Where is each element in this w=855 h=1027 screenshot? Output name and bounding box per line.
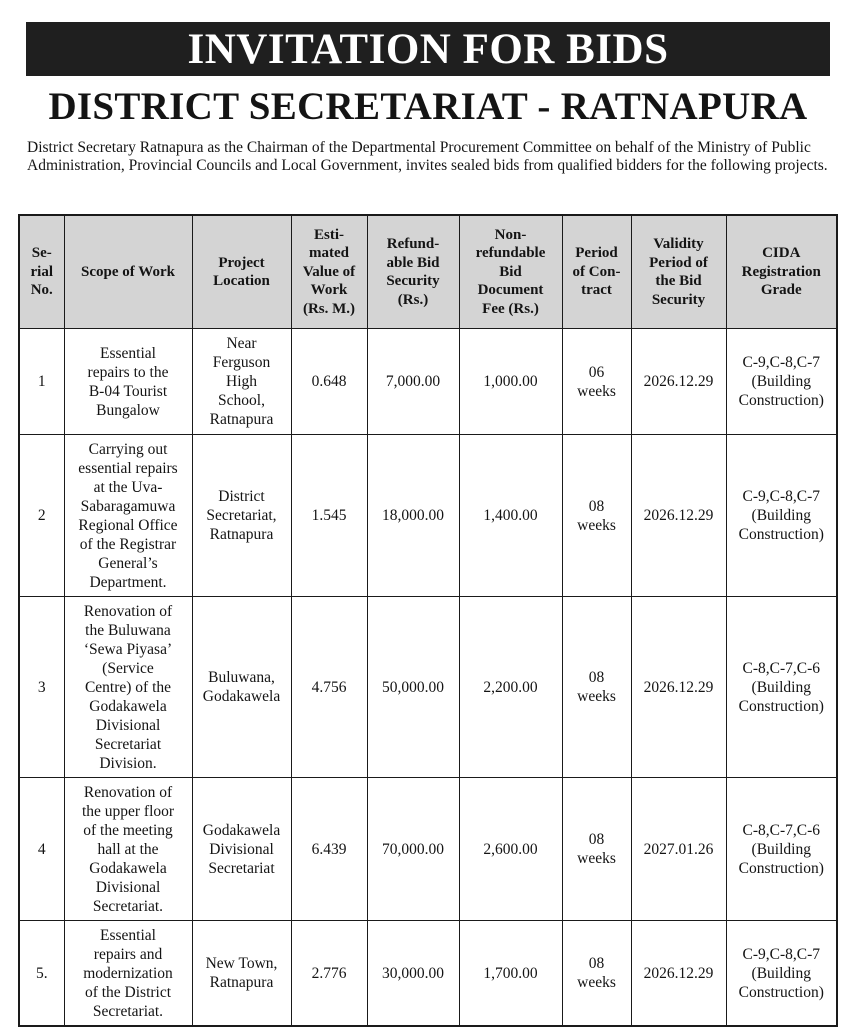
header-refundable-bid-security: Refund- able Bid Security (Rs.) <box>367 215 459 329</box>
cell-security: 18,000.00 <box>367 435 459 597</box>
cell-validity: 2026.12.29 <box>631 597 726 778</box>
cell-serial: 1 <box>19 329 64 435</box>
page-subtitle: DISTRICT SECRETARIAT - RATNAPURA <box>48 85 808 128</box>
header-period-of-contract: Period of Con- tract <box>562 215 631 329</box>
header-cida-grade: CIDA Registration Grade <box>726 215 837 329</box>
cell-scope: Essential repairs to the B-04 Tourist Bungalow <box>64 329 192 435</box>
cell-security: 30,000.00 <box>367 921 459 1027</box>
cell-validity: 2026.12.29 <box>631 921 726 1027</box>
cell-scope: Renovation of the upper floor of the meeting hall at the Godakawela Divisional Secretariat. <box>64 778 192 921</box>
table-row <box>19 329 837 435</box>
cell-location: Godakawela Divisional Secretariat <box>192 778 291 921</box>
cell-fee: 1,400.00 <box>459 435 562 597</box>
cell-location: District Secretariat, Ratnapura <box>192 435 291 597</box>
page-title: INVITATION FOR BIDS <box>187 25 669 73</box>
cell-serial: 3 <box>19 597 64 778</box>
header-serial-no: Se- rial No. <box>19 215 64 329</box>
cell-security: 7,000.00 <box>367 329 459 435</box>
cell-validity: 2027.01.26 <box>631 778 726 921</box>
cell-grade: C-9,C-8,C-7 (Building Construction) <box>726 329 837 435</box>
cell-period: 08 weeks <box>562 435 631 597</box>
cell-period: 08 weeks <box>562 778 631 921</box>
cell-location: New Town, Ratnapura <box>192 921 291 1027</box>
cell-grade: C-8,C-7,C-6 (Building Construction) <box>726 778 837 921</box>
cell-period: 08 weeks <box>562 597 631 778</box>
table-row <box>19 921 837 1027</box>
table-row <box>19 778 837 921</box>
cell-value: 4.756 <box>291 597 367 778</box>
header-validity-period: Validity Period of the Bid Security <box>631 215 726 329</box>
cell-fee: 2,200.00 <box>459 597 562 778</box>
title-banner <box>26 22 830 76</box>
header-bid-document-fee: Non- refundable Bid Document Fee (Rs.) <box>459 215 562 329</box>
intro-paragraph: District Secretary Ratnapura as the Chairman of the Departmental Procurement Committee on behalf of the Ministry of Public Administration, Provincial Councils and Local Government, invites sealed bids from qualified bidders for the following projects. <box>27 139 828 174</box>
cell-validity: 2026.12.29 <box>631 329 726 435</box>
table-row <box>19 435 837 597</box>
cell-scope: Carrying out essential repairs at the Uva- Sabaragamuwa Regional Office of the Registrar General’s Department. <box>64 435 192 597</box>
header-scope-of-work: Scope of Work <box>64 215 192 329</box>
table-header-row <box>19 215 837 329</box>
cell-value: 6.439 <box>291 778 367 921</box>
cell-security: 70,000.00 <box>367 778 459 921</box>
cell-scope: Renovation of the Buluwana ‘Sewa Piyasa’ (Service Centre) of the Godakawela Divisional Secretariat Division. <box>64 597 192 778</box>
cell-serial: 2 <box>19 435 64 597</box>
header-estimated-value: Esti- mated Value of Work (Rs. M.) <box>291 215 367 329</box>
cell-location: Near Ferguson High School, Ratnapura <box>192 329 291 435</box>
cell-scope: Essential repairs and modernization of the District Secretariat. <box>64 921 192 1027</box>
cell-grade: C-9,C-8,C-7 (Building Construction) <box>726 921 837 1027</box>
cell-fee: 1,000.00 <box>459 329 562 435</box>
cell-grade: C-8,C-7,C-6 (Building Construction) <box>726 597 837 778</box>
cell-fee: 2,600.00 <box>459 778 562 921</box>
cell-fee: 1,700.00 <box>459 921 562 1027</box>
cell-value: 1.545 <box>291 435 367 597</box>
cell-grade: C-9,C-8,C-7 (Building Construction) <box>726 435 837 597</box>
table-row <box>19 597 837 778</box>
cell-period: 06 weeks <box>562 329 631 435</box>
cell-serial: 4 <box>19 778 64 921</box>
cell-value: 0.648 <box>291 329 367 435</box>
header-project-location: Project Location <box>192 215 291 329</box>
cell-validity: 2026.12.29 <box>631 435 726 597</box>
bids-table <box>18 214 838 1027</box>
cell-security: 50,000.00 <box>367 597 459 778</box>
cell-value: 2.776 <box>291 921 367 1027</box>
cell-serial: 5. <box>19 921 64 1027</box>
cell-location: Buluwana, Godakawela <box>192 597 291 778</box>
cell-period: 08 weeks <box>562 921 631 1027</box>
